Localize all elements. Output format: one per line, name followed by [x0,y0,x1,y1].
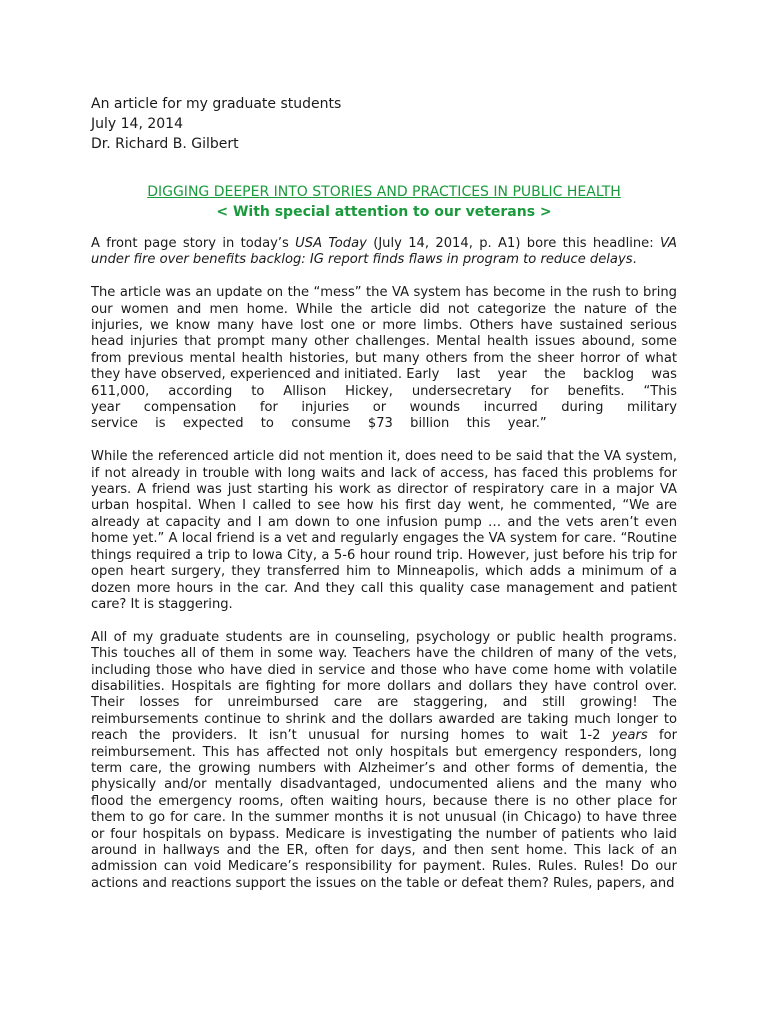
p1-text-c: (July 14, 2014, p. A1) bore this headline: [366,236,660,251]
p2-text-b: Early last year the backlog was 611,000, according to Allison Hickey, undersecretary for benefits. “This year compensation for injuries or wounds incurred during military service is expected to consume $73 billion this year.” [91,367,677,432]
article-subtitle: < With special attention to our veterans > [216,204,552,220]
p4-emphasis: years [611,728,648,744]
paragraph-4 [91,630,677,893]
p4-text-a: All of my graduate students are in counseling, psychology or public health programs. This touches all of them in some way. Teachers have the children of many of the vets, including those who have died in service and those who have come home with volatile disabilities. Hospitals are fighting for more dollars and dollars they have control over. Their losses for unreimbursed care are staggering, and still growing! The reimbursements continue to shrink and the dollars awarded are taking much longer to reach the providers. It isn’t unusual for nursing homes to wait 1-2 [91,629,677,744]
article-title: DIGGING DEEPER INTO STORIES AND PRACTICES IN PUBLIC HEALTH [147,184,621,200]
document-header [91,94,341,154]
p1-headline: VA under fire over benefits backlog: IG report finds flaws in program to reduce delays [91,236,677,268]
header-audience: An article for my graduate students [91,96,342,112]
header-author: Dr. Richard B. Gilbert [91,136,239,152]
header-date: July 14, 2014 [91,116,183,132]
p1-text-a: A front page story in today’s [91,236,296,251]
paragraph-1 [91,236,677,269]
p2-text-a: The article was an update on the “mess” the VA system has become in the rush to bring our women and men home. While the article did not categorize the nature of the injuries, we know many have lost one or more limbs. Others have sustained serious head injuries that prompt many other challenges. Mental health issues abound, some from previous mental health histories, but many others from the sheer horror of what they have observed, experienced and initiated. [91,285,677,383]
paragraph-2 [91,285,677,433]
paragraph-3: While the referenced article did not mention it, does need to be said that the VA system, if not already in trouble with long waits and lack of access, has faced this problems for years. A friend was just starting his work as director of respiratory care in a major VA urban hospital. When I called to see how his first day went, he commented, “We are already at capacity and I am down to one infusion pump … and the vets aren’t even home yet.” A local friend is a vet and regularly engages the VA system for care. “Routine things required a trip to Iowa City, a 5-6 hour round trip. However, just before his trip for open heart surgery, they transferred him to Minneapolis, which adds a minimum of a dozen more hours in the car. And they call this quality case management and patient care? It is staggering. [91,449,677,612]
p4-text-c: for reimbursement. This has affected not only hospitals but emergency responders, long term care, the growing numbers with Alzheimer’s and other forms of dementia, the physically and/or mentally disadvantaged, undocumented aliens and the many who flood the emergency rooms, often waiting hours, because there is no other place for them to go for care. In the summer months it is not unusual (in Chicago) to have three or four hospitals on bypass. Medicare is investigating the number of patients who laid around in hallways and the ER, often for days, and then sent home. This lack of an admission can void Medicare’s responsibility for payment. Rules. Rules. Rules! Do our actions and reactions support the issues on the table or defeat them? Rules, papers, and [91,728,678,891]
p1-text-e: . [632,252,637,268]
article-body [91,236,677,892]
p1-source: USA Today [295,236,367,251]
title-block [60,182,708,222]
